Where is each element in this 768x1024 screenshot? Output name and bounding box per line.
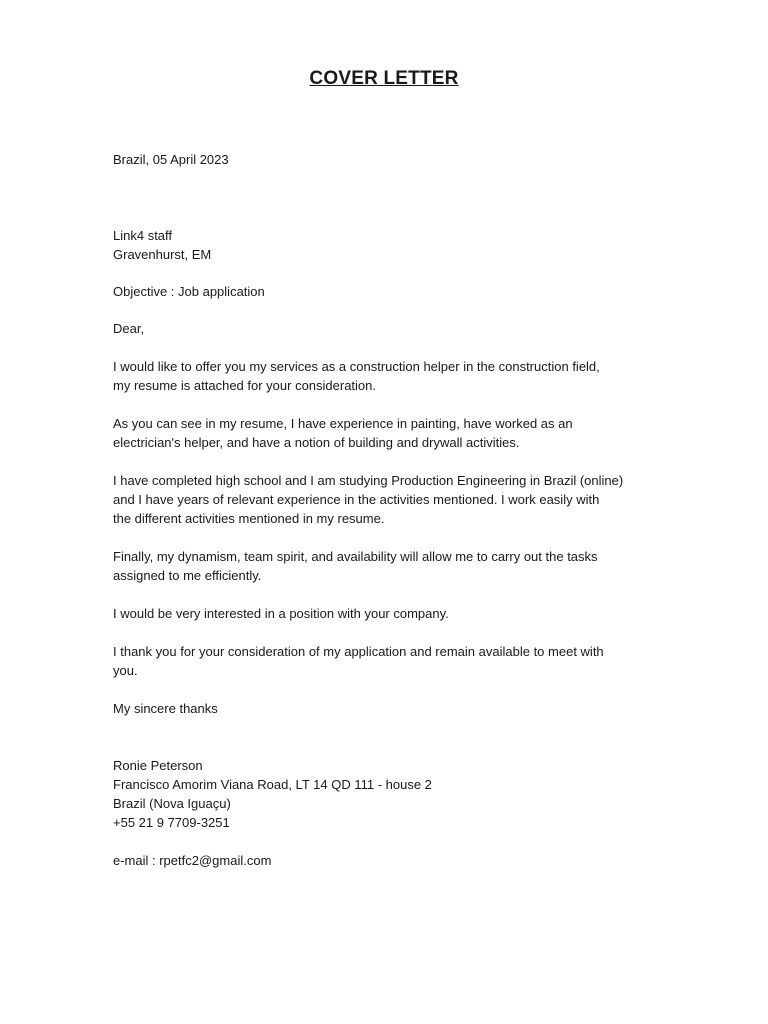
- paragraph-line: assigned to me efficiently.: [113, 568, 262, 583]
- paragraph-line: and I have years of relevant experience in the activities mentioned. I work easily with: [113, 492, 600, 507]
- paragraph-line: I thank you for your consideration of my application and remain available to meet with: [113, 644, 604, 659]
- paragraph-line: electrician's helper, and have a notion of building and drywall activities.: [113, 435, 520, 450]
- signature-email: e-mail : rpetfc2@gmail.com: [113, 853, 272, 868]
- document-title: COVER LETTER: [309, 68, 459, 89]
- signature-city: Brazil (Nova Iguaçu): [113, 796, 231, 811]
- paragraph-line: my resume is attached for your consideration.: [113, 378, 377, 393]
- letter-body: [113, 150, 673, 870]
- recipient-name: Link4 staff: [113, 228, 173, 243]
- signature-phone: +55 21 9 7709-3251: [113, 815, 230, 830]
- paragraph-line: Finally, my dynamism, team spirit, and availability will allow me to carry out the tasks: [113, 549, 598, 564]
- date-line: Brazil, 05 April 2023: [113, 152, 229, 167]
- signature-block: [113, 756, 673, 832]
- recipient-location: Gravenhurst, EM: [113, 247, 212, 262]
- paragraph-line: As you can see in my resume, I have experience in painting, have worked as an: [113, 416, 573, 431]
- paragraph-line: I would be very interested in a position with your company.: [113, 606, 449, 621]
- paragraph-4: [113, 547, 673, 585]
- signature-name: Ronie Peterson: [113, 758, 203, 773]
- objective-line: Objective : Job application: [113, 284, 265, 299]
- closing-line: My sincere thanks: [113, 701, 218, 716]
- paragraph-6: [113, 642, 673, 680]
- paragraph-2: [113, 414, 673, 452]
- paragraph-5: [113, 604, 673, 623]
- paragraph-3: [113, 471, 673, 528]
- paragraph-line: I would like to offer you my services as a construction helper in the construction field,: [113, 359, 600, 374]
- recipient-block: [113, 226, 673, 264]
- paragraph-line: you.: [113, 663, 138, 678]
- signature-address: Francisco Amorim Viana Road, LT 14 QD 111 - house 2: [113, 777, 432, 792]
- paragraph-1: [113, 357, 673, 395]
- paragraph-line: the different activities mentioned in my resume.: [113, 511, 385, 526]
- salutation: Dear,: [113, 321, 145, 336]
- paragraph-line: I have completed high school and I am studying Production Engineering in Brazil (online): [113, 473, 624, 488]
